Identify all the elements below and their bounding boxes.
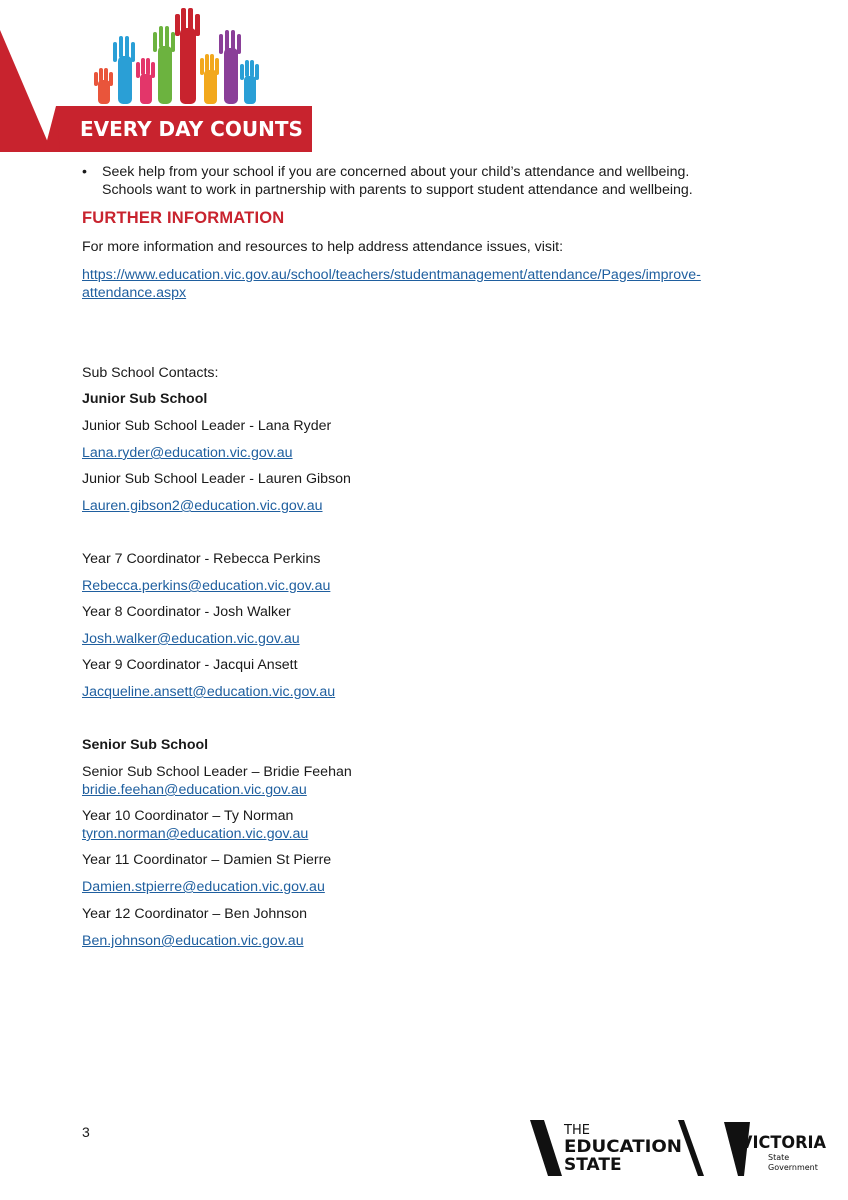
contact-email-link[interactable]: tyron.norman@education.vic.gov.au bbox=[82, 826, 309, 842]
logo-line-state: STATE bbox=[564, 1155, 622, 1175]
contact-role: Year 10 Coordinator – Ty Norman bbox=[82, 808, 294, 824]
attendance-link-line-2[interactable]: attendance.aspx bbox=[82, 285, 187, 301]
attendance-resources-link[interactable] bbox=[82, 266, 701, 302]
contact-email-link[interactable]: Lauren.gibson2@education.vic.gov.au bbox=[82, 498, 323, 514]
victoria-government-logo bbox=[722, 1118, 830, 1178]
banner-text: EVERY DAY COUNTS bbox=[80, 117, 303, 141]
logo-line-the: THE bbox=[564, 1123, 590, 1138]
contact-role: Junior Sub School Leader - Lana Ryder bbox=[82, 418, 332, 434]
senior-sub-school-heading: Senior Sub School bbox=[82, 737, 209, 753]
further-information-heading: FURTHER INFORMATION bbox=[82, 209, 285, 227]
contact-role: Year 8 Coordinator - Josh Walker bbox=[82, 604, 291, 620]
bullet-line-1: Seek help from your school if you are concerned about your child’s attendance and wellbeing. bbox=[102, 164, 690, 180]
contact-email-link[interactable]: Jacqueline.ansett@education.vic.gov.au bbox=[82, 684, 336, 700]
bullet-text bbox=[102, 164, 693, 199]
red-corner-shape bbox=[0, 30, 52, 152]
contact-role: Junior Sub School Leader - Lauren Gibson bbox=[82, 471, 351, 487]
victoria-sub-government: Government bbox=[768, 1163, 818, 1172]
contact-email-link[interactable]: Lana.ryder@education.vic.gov.au bbox=[82, 445, 293, 461]
contact-role: Year 12 Coordinator – Ben Johnson bbox=[82, 906, 308, 922]
attendance-link-line-1[interactable]: https://www.education.vic.gov.au/school/teachers/studentmanagement/attendance/Pages/improve- bbox=[82, 267, 701, 283]
contact-email-link[interactable]: Damien.stpierre@education.vic.gov.au bbox=[82, 879, 325, 895]
victoria-wordmark: VICTORIA bbox=[740, 1133, 827, 1153]
logo-line-education: EDUCATION bbox=[564, 1137, 682, 1157]
contact-email-link[interactable]: Josh.walker@education.vic.gov.au bbox=[82, 631, 300, 647]
contact-role: Year 9 Coordinator - Jacqui Ansett bbox=[82, 657, 298, 673]
every-day-counts-logo bbox=[0, 0, 320, 160]
victoria-sub-state: State bbox=[768, 1153, 790, 1162]
contact-email-link[interactable]: bridie.feehan@education.vic.gov.au bbox=[82, 782, 307, 798]
further-information-intro: For more information and resources to help address attendance issues, visit: bbox=[82, 239, 564, 255]
contact-email-link[interactable]: Rebecca.perkins@education.vic.gov.au bbox=[82, 578, 331, 594]
education-state-logo bbox=[528, 1118, 706, 1178]
junior-sub-school-heading: Junior Sub School bbox=[82, 391, 208, 407]
raised-hands-icon bbox=[94, 8, 259, 104]
contact-role: Year 11 Coordinator – Damien St Pierre bbox=[82, 852, 332, 868]
contact-email-link[interactable]: Ben.johnson@education.vic.gov.au bbox=[82, 933, 304, 949]
contact-role: Senior Sub School Leader – Bridie Feehan bbox=[82, 764, 352, 780]
page-number: 3 bbox=[82, 1124, 90, 1140]
contact-role: Year 7 Coordinator - Rebecca Perkins bbox=[82, 551, 321, 567]
bullet-line-2: Schools want to work in partnership with parents to support student attendance and wellbeing. bbox=[102, 181, 693, 198]
bullet-marker: • bbox=[82, 164, 87, 180]
sub-school-contacts-intro: Sub School Contacts: bbox=[82, 365, 219, 381]
